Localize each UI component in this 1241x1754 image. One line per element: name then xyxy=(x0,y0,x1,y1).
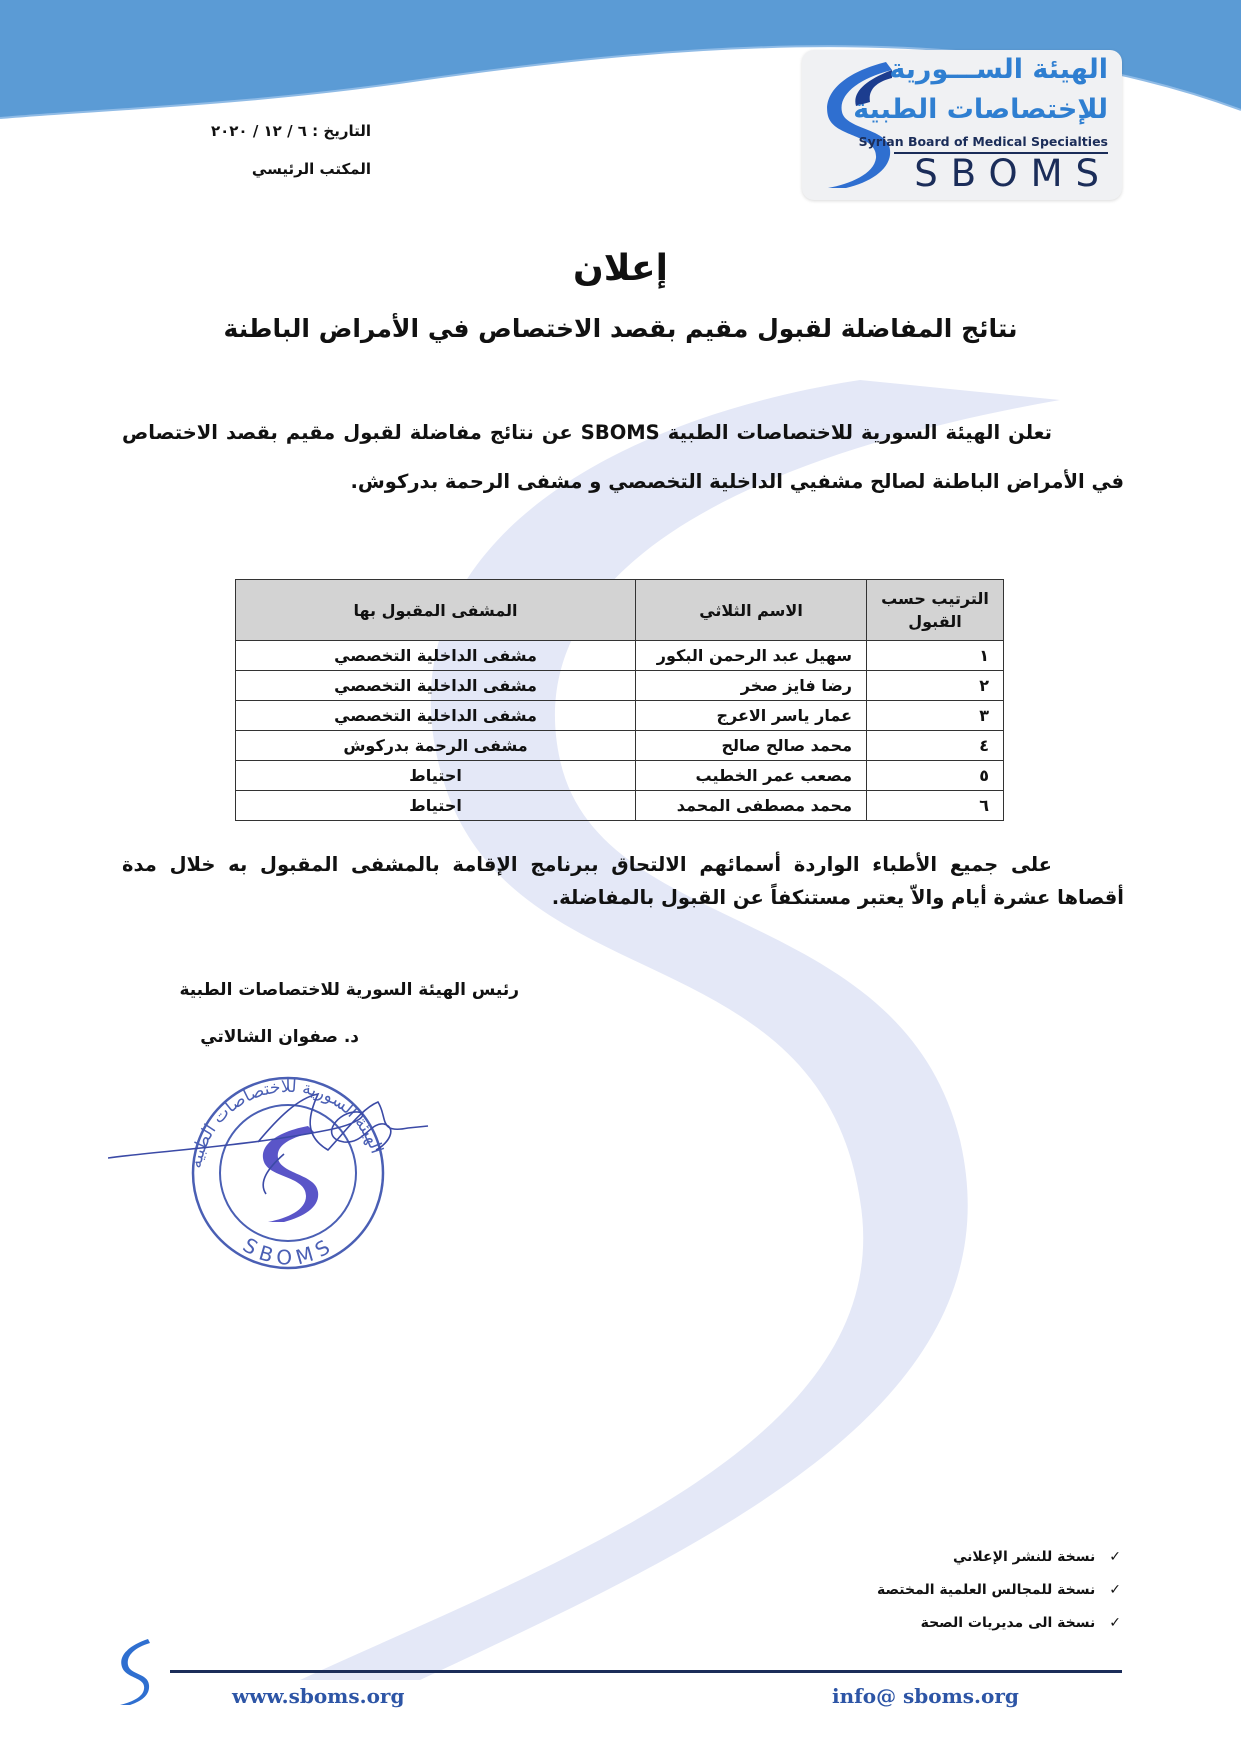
check-icon: ✓ xyxy=(1109,1615,1121,1631)
rank-cell: ٦ xyxy=(867,791,1004,821)
watermark-s-logo xyxy=(300,380,1080,1680)
footer-email-link[interactable]: info@ sboms.org xyxy=(832,1684,1019,1708)
rank-cell: ٣ xyxy=(867,701,1004,731)
footer-website-link[interactable]: www.sboms.org xyxy=(232,1684,405,1708)
copies-list xyxy=(877,1545,1121,1644)
logo-english-name: Syrian Board of Medical Specialties xyxy=(858,134,1108,149)
logo-arabic-line-1: الهيئة الســـورية xyxy=(889,54,1108,85)
instructions-paragraph: على جميع الأطباء الواردة أسمائهم الالتحاق ببرنامج الإقامة بالمشفى المقبول به خلال مدة أقصاها عشرة أيام والاّ يعتبر مستنكفاً عن القبول بالمفاضلة. xyxy=(122,853,1124,909)
rank-cell: ١ xyxy=(867,641,1004,671)
stamp-ring-text: الهيئة السورية للاختصاصات الطبية xyxy=(185,1076,387,1170)
hospital-cell: احتياط xyxy=(236,761,636,791)
announcement-title: إعلان xyxy=(573,248,668,289)
hospital-cell: مشفى الداخلية التخصصي xyxy=(236,701,636,731)
rank-cell: ٤ xyxy=(867,731,1004,761)
column-header-hospital: المشفى المقبول بها xyxy=(236,580,636,641)
svg-text:الهيئة السورية للاختصاصات الطب xyxy=(186,1077,387,1170)
official-stamp xyxy=(108,1058,438,1273)
table-row xyxy=(236,761,1004,791)
sboms-s-mark-icon xyxy=(816,58,896,192)
logo-arabic-line-2: للإختصاصات الطبية xyxy=(853,94,1108,125)
results-table xyxy=(235,579,1004,821)
rank-cell: ٥ xyxy=(867,761,1004,791)
name-cell: رضا فايز صخر xyxy=(636,671,867,701)
hospital-cell: مشفى الداخلية التخصصي xyxy=(236,671,636,701)
list-item xyxy=(877,1611,1121,1644)
signer-title: رئيس الهيئة السورية للاختصاصات الطبية xyxy=(179,980,519,1000)
table-row xyxy=(236,791,1004,821)
check-icon: ✓ xyxy=(1109,1582,1121,1598)
name-cell: عمار ياسر الاعرج xyxy=(636,701,867,731)
column-header-rank: الترتيب حسب القبول xyxy=(867,580,1004,641)
name-cell: سهيل عبد الرحمن البكور xyxy=(636,641,867,671)
footer-s-mark-icon xyxy=(116,1637,152,1707)
list-item xyxy=(877,1545,1121,1578)
table-header-row xyxy=(236,580,1004,641)
logo-abbreviation: SBOMS xyxy=(914,152,1112,195)
svg-text:SBOMS xyxy=(239,1232,339,1270)
table-row xyxy=(236,731,1004,761)
hospital-cell: احتياط xyxy=(236,791,636,821)
announcement-body: تعلن الهيئة السورية للاختصاصات الطبية SBOMS عن نتائج مفاضلة لقبول مقيم بقصد الاختصاص في الأمراض الباطنة لصالح مشفيي الداخلية التخصصي و مشفى الرحمة بدركوش. xyxy=(122,421,1124,493)
copy-label: نسخة الى مديريات الصحة xyxy=(920,1615,1096,1631)
check-icon: ✓ xyxy=(1109,1549,1121,1565)
hospital-cell: مشفى الداخلية التخصصي xyxy=(236,641,636,671)
rank-cell: ٢ xyxy=(867,671,1004,701)
name-cell: مصعب عمر الخطيب xyxy=(636,761,867,791)
table-row xyxy=(236,671,1004,701)
document-date: التاريخ : ٦ / ١٢ / ٢٠٢٠ xyxy=(210,122,371,140)
name-cell: محمد مصطفى المحمد xyxy=(636,791,867,821)
announcement-subtitle: نتائج المفاضلة لقبول مقيم بقصد الاختصاص في الأمراض الباطنة xyxy=(223,314,1018,343)
copy-label: نسخة للمجالس العلمية المختصة xyxy=(877,1582,1096,1598)
stamp-abbreviation: SBOMS xyxy=(238,1231,340,1270)
issuing-office: المكتب الرئيسي xyxy=(251,160,371,178)
footer-rule xyxy=(170,1670,1122,1673)
table-row xyxy=(236,641,1004,671)
column-header-name: الاسم الثلاثي xyxy=(636,580,867,641)
name-cell: محمد صالح صالح xyxy=(636,731,867,761)
list-item xyxy=(877,1578,1121,1611)
copy-label: نسخة للنشر الإعلاني xyxy=(952,1549,1096,1565)
signer-name: د. صفوان الشالاتي xyxy=(200,1027,359,1047)
sboms-logo xyxy=(802,50,1122,200)
hospital-cell: مشفى الرحمة بدركوش xyxy=(236,731,636,761)
table-row xyxy=(236,701,1004,731)
